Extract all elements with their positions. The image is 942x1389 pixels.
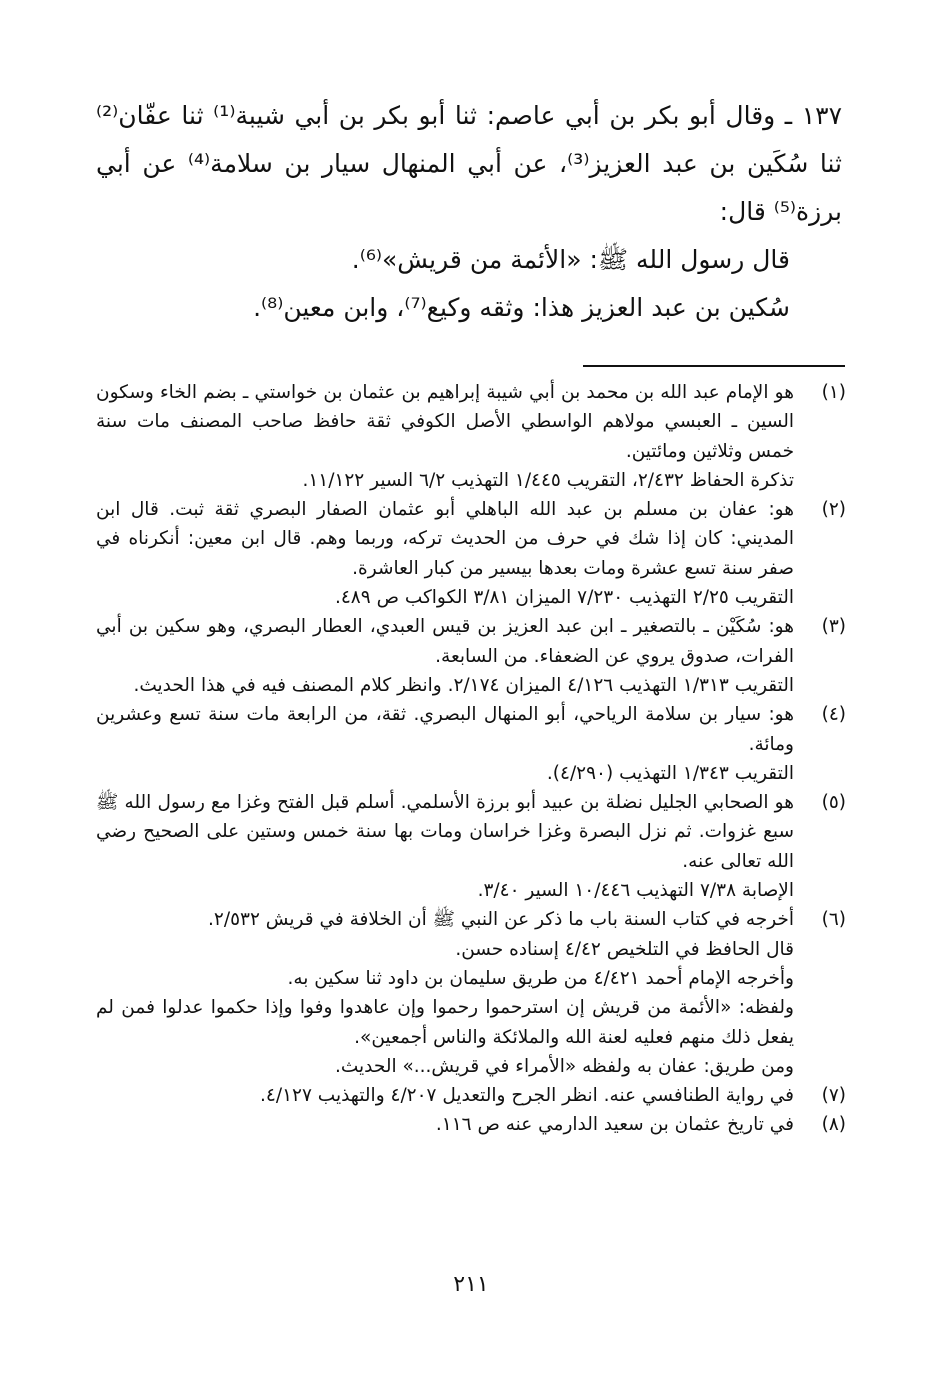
hadith-isnad: ١٣٧ ـ وقال أبو بكر بن أبي عاصم: ثنا أبو بكر بن أبي شيبة⁽¹⁾ ثنا عفّان⁽²⁾ ثنا سُكَين بن عبد العزيز⁽³⁾، عن أبي المنهال سيار بن سلامة⁽⁴⁾ عن أبي برزة⁽⁵⁾ قال:: [96, 101, 843, 226]
footnote-body: [96, 378, 794, 495]
footnote-line: وأخرجه الإمام أحمد ٤/٤٢١ من طريق سليمان بن داود ثنا سكين به.: [287, 967, 794, 989]
narrator-grading: سُكين بن عبد العزيز هذا: وثقه وكيع⁽⁷⁾، وابن معين⁽⁸⁾.: [253, 293, 790, 322]
page-number: ٢١١: [453, 1272, 489, 1297]
footnote-line: التقريب ١/٣١٣ التهذيب ٤/١٢٦ الميزان ٢/١٧٤. وانظر كلام المصنف فيه في هذا الحديث.: [133, 674, 794, 696]
footnote-body: [96, 700, 794, 788]
footnote-body: [96, 788, 794, 905]
footnote-line: ومن طريق: عفان به ولفظه «الأمراء في قريش...» الحديث.: [334, 1055, 794, 1077]
footnote-body: [96, 495, 794, 612]
hadith-text: [96, 92, 842, 332]
footnote-body: [96, 612, 794, 700]
footnote-line: أخرجه في كتاب السنة باب ما ذكر عن النبي ﷺ أن الخلافة في قريش ٢/٥٣٢.: [208, 909, 794, 931]
footnote-line: التقريب ١/٣٤٣ التهذيب (٤/٢٩٠).: [546, 762, 794, 784]
footnote-line: الإصابة ٧/٣٨ التهذيب ١٠/٤٤٦ السير ٣/٤٠.: [477, 880, 794, 902]
footnote-number: (٨): [821, 1114, 846, 1136]
footnote-body: [96, 905, 794, 1081]
footnote-number: (٥): [821, 792, 846, 814]
footnote: [96, 1110, 846, 1139]
footnote-line: هو: عفان بن مسلم بن عبد الله الباهلي أبو عثمان الصفار البصري ثقة ثبت. قال ابن المديني: كان إذا شك في حرف من الحديث تركه، وربما وهم. قال ابن معين: أنكرناه في صفر سنة تسع عشرة ومات بعدها بيسير من كبار العاشرة.: [96, 499, 794, 579]
footnote: [96, 700, 846, 788]
footnote-body: [96, 1110, 794, 1139]
footnote-number: (٣): [821, 616, 846, 638]
footnote-line: تذكرة الحفاظ ٢/٤٣٢، التقريب ١/٤٤٥ التهذيب ٦/٢ السير ١١/١٢٢.: [302, 469, 794, 491]
footnotes: [96, 378, 846, 1140]
footnote-line: هو: سيار بن سلامة الرياحي، أبو المنهال البصري. ثقة، من الرابعة مات سنة تسع وعشرين ومائة.: [96, 704, 794, 755]
footnote-line: ولفظه: «الأئمة من قريش إن استرحموا رحموا وإن عاهدوا وفوا وإذا حكموا عدلوا فمن لم يفعل ذلك منهم فعليه لعنة الله والملائكة والناس أجمعين».: [96, 997, 794, 1048]
footnote-body: [96, 1081, 794, 1110]
footnote-separator: [583, 365, 845, 367]
footnote-line: قال الحافظ في التلخيص ٤/٤٢ إسناده حسن.: [455, 938, 794, 960]
footnote: [96, 612, 846, 700]
footnote-line: التقريب ٢/٢٥ التهذيب ٧/٢٣٠ الميزان ٣/٨١ الكواكب ص ٤٨٩.: [334, 587, 794, 609]
footnote-line: هو الصحابي الجليل نضلة بن عبيد أبو برزة الأسلمي. أسلم قبل الفتح وغزا مع رسول الله ﷺ سبع غزوات. ثم نزل البصرة وغزا خراسان ومات بها سنة خمس وستين على الصحيح رضي الله تعالى عنه.: [96, 792, 794, 872]
footnote-line: هو: سُكَيْن ـ بالتصغير ـ ابن عبد العزيز بن قيس العبدي، العطار البصري، وهو سكين بن أبي الفرات، صدوق يروي عن الضعفاء. من السابعة.: [96, 616, 794, 667]
footnote: [96, 495, 846, 612]
footnote: [96, 905, 846, 1081]
hadith-matn: قال رسول الله ﷺ: «الأئمة من قريش»⁽⁶⁾.: [351, 245, 790, 274]
footnote-line: في رواية الطنافسي عنه. انظر الجرح والتعديل ٤/٢٠٧ والتهذيب ٤/١٢٧.: [260, 1085, 794, 1107]
footnote: [96, 1081, 846, 1110]
footnote-number: (٧): [821, 1085, 846, 1107]
footnote-number: (٤): [821, 704, 846, 726]
footnote-number: (٦): [821, 909, 846, 931]
footnote-line: هو الإمام عبد الله بن محمد بن أبي شيبة إبراهيم بن عثمان بن خواستي ـ بضم الخاء وسكون السين ـ العبسي مولاهم الواسطي الأصل الكوفي ثقة حافظ صاحب المصنف مات سنة خمس وثلاثين ومائتين.: [96, 382, 794, 462]
footnote: [96, 378, 846, 495]
footnote-number: (١): [821, 382, 846, 403]
footnote-line: في تاريخ عثمان بن سعيد الدارمي عنه ص ١١٦.: [435, 1114, 794, 1136]
footnote-number: (٢): [821, 499, 846, 521]
footnote: [96, 788, 846, 905]
